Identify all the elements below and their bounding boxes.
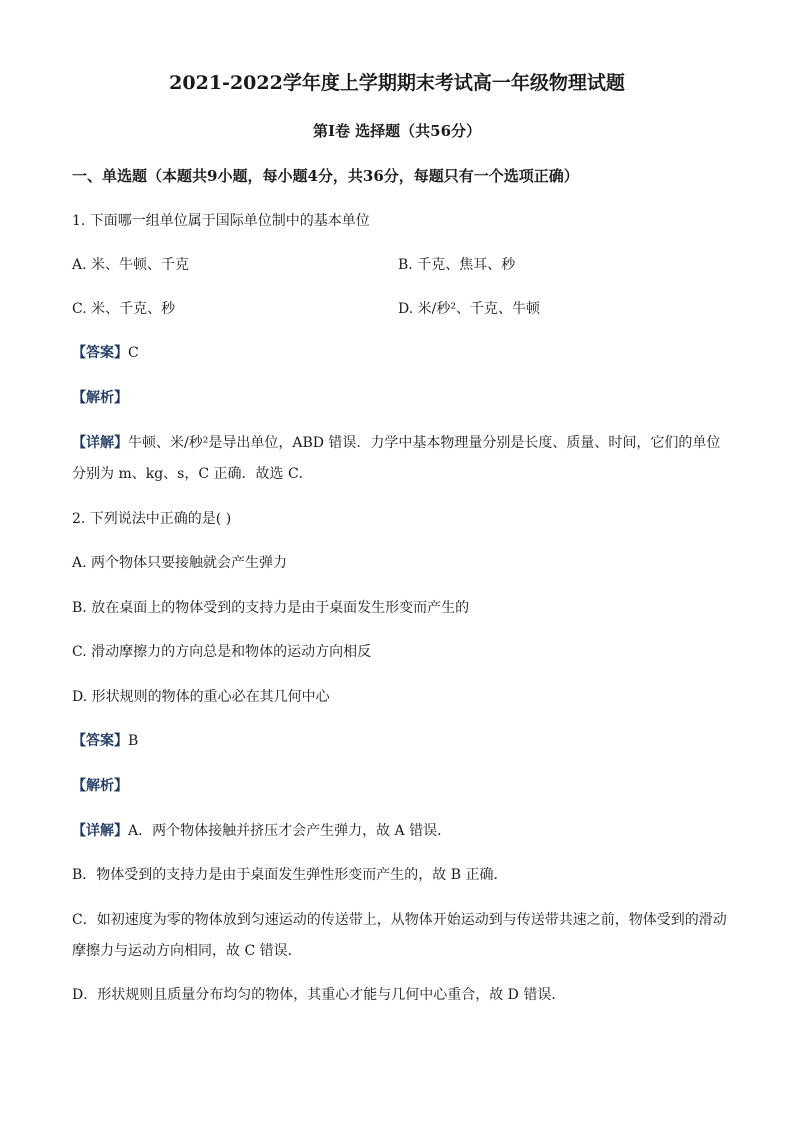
q1-option-c: C. 米、千克、秒 (72, 301, 176, 317)
section-heading: 一、单选题（本题共9小题，每小题4分，共36分，每题只有一个选项正确） (72, 167, 579, 185)
q2-option-b: B. 放在桌面上的物体受到的支持力是由于桌面发生形变而产生的 (72, 600, 470, 616)
exam-title: 2021-2022学年度上学期期末考试高一年级物理试题 (169, 72, 625, 94)
answer-value: B (128, 733, 139, 749)
q1-analysis (72, 389, 128, 407)
q2-detail-d: D．形状规则且质量分布均匀的物体，其重心才能与几何中心重合，故 D 错误． (72, 987, 566, 1003)
detail-tag: 【详解】 (72, 435, 128, 451)
q2-detail-b: B．物体受到的支持力是由于桌面发生弹性形变而产生的，故 B 正确． (72, 867, 508, 883)
q1-option-d: D. 米/秒²、千克、牛顿 (398, 301, 540, 317)
q1-detail-line2: 分别为 m、kg、s，C 正确．故选 C． (72, 466, 313, 482)
q2-option-a: A. 两个物体只要接触就会产生弹力 (72, 555, 288, 571)
detail-text: A．两个物体接触并挤压才会产生弹力，故 A 错误． (128, 823, 452, 839)
q2-stem: 2. 下列说法中正确的是( ) (72, 511, 232, 527)
q2-detail-a (72, 822, 451, 840)
answer-tag: 【答案】 (72, 345, 128, 361)
analysis-tag: 【解析】 (72, 390, 128, 406)
answer-tag: 【答案】 (72, 733, 128, 749)
detail-tag: 【详解】 (72, 823, 128, 839)
detail-text: 牛顿、米/秒²是导出单位，ABD 错误．力学中基本物理量分别是长度、质量、时间，它们的单位 (128, 435, 721, 451)
q1-detail-line1 (72, 434, 720, 452)
q1-option-a: A. 米、牛顿、千克 (72, 257, 190, 273)
part-subtitle: 第Ⅰ卷 选择题（共56分） (312, 122, 482, 140)
answer-value: C (128, 345, 139, 361)
q1-option-b: B. 千克、焦耳、秒 (398, 257, 516, 273)
q1-answer (72, 344, 139, 362)
q2-analysis (72, 777, 128, 795)
analysis-tag: 【解析】 (72, 778, 128, 794)
q2-detail-c-line1: C．如初速度为零的物体放到匀速运动的传送带上，从物体开始运动到与传送带共速之前，物体受到的滑动 (72, 912, 727, 928)
q1-stem: 1. 下面哪一组单位属于国际单位制中的基本单位 (72, 213, 370, 229)
q2-option-d: D. 形状规则的物体的重心必在其几何中心 (72, 689, 330, 705)
q2-detail-c-line2: 摩擦力与运动方向相同，故 C 错误． (72, 943, 302, 959)
q2-option-c: C. 滑动摩擦力的方向总是和物体的运动方向相反 (72, 644, 372, 660)
q2-answer (72, 732, 138, 750)
